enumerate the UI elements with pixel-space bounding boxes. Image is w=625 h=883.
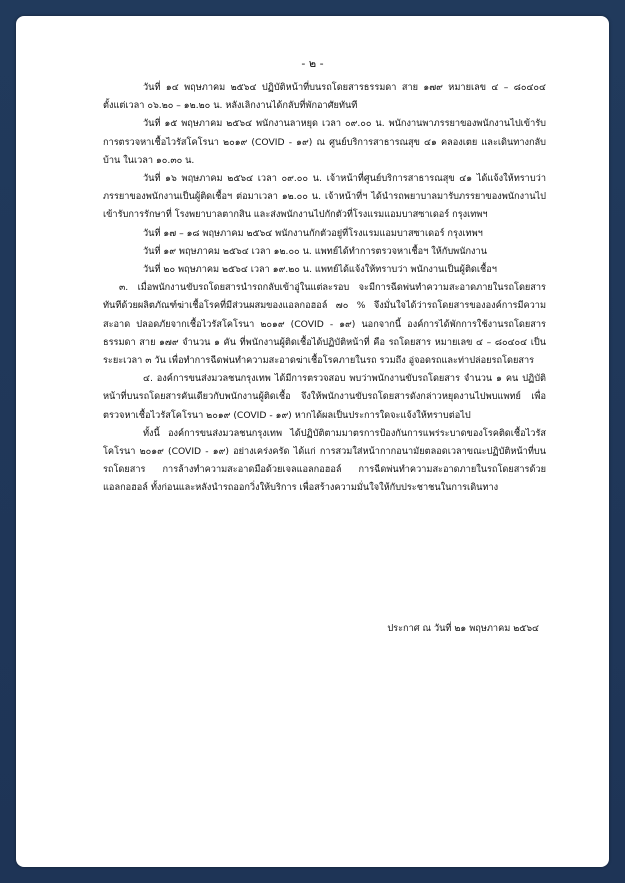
- paragraph-may-14: วันที่ ๑๔ พฤษภาคม ๒๕๖๔ ปฏิบัติหน้าที่บนรถโดยสารธรรมดา สาย ๑๗๙ หมายเลข ๔ – ๘๐๔๐๔ ตั้งแต่เวลา ๐๖.๒๐ – ๑๒.๒๐ น. หลังเลิกงานได้กลับที่พักอาศัยทันที: [103, 82, 546, 112]
- paragraph-may-19: วันที่ ๑๙ พฤษภาคม ๒๕๖๔ เวลา ๑๒.๐๐ น. แพทย์ได้ทำการตรวจหาเชื้อฯ ให้กับพนักงาน: [143, 245, 487, 257]
- paragraph-may-16: วันที่ ๑๖ พฤษภาคม ๒๕๖๔ เวลา ๐๙.๐๐ น. เจ้าหน้าที่ศูนย์บริการสาธารณสุข ๔๑ ได้แจ้งให้ทราบว่า ภรรยาของพนักงานเป็นผู้ติดเชื้อฯ ต่อมาเวลา ๑๒.๐๐ น. เจ้าหน้าที่ฯ ได้นำรถพยาบาลมารับภรรยาของพนักงานไปเข้ารับการรักษาที่ โรงพยาบาลตากสิน และส่งพนักงานไปกักตัวที่โรงแรมแอมบาสซาเดอร์ กรุงเทพฯ: [103, 173, 546, 221]
- paragraph-may-20: วันที่ ๒๐ พฤษภาคม ๒๕๖๔ เวลา ๑๙.๒๐ น. แพทย์ได้แจ้งให้ทราบว่า พนักงานเป็นผู้ติดเชื้อฯ: [143, 264, 497, 276]
- paragraph-may-15: วันที่ ๑๕ พฤษภาคม ๒๕๖๔ พนักงานลาหยุด เวลา ๐๙.๐๐ น. พนักงานพาภรรยาของพนักงานไปเข้ารับการตรวจหาเชื้อไวรัสโคโรนา ๒๐๑๙ (COVID - ๑๙) ณ ศูนย์บริการสาธารณสุข ๔๑ คลองเตย และเดินทางกลับบ้าน ในเวลา ๑๐.๓๐ น.: [103, 118, 546, 166]
- paragraph-may-17-18: วันที่ ๑๗ – ๑๘ พฤษภาคม ๒๕๖๔ พนักงานกักตัวอยู่ที่โรงแรมแอมบาสซาเดอร์ กรุงเทพฯ: [143, 227, 483, 239]
- paragraph-item-3: ๓. เมื่อพนักงานขับรถโดยสารนำรถกลับเข้าอู่ในแต่ละรอบ จะมีการฉีดพ่นทำความสะอาดภายในรถโดยสารทันทีด้วยผลิตภัณฑ์ฆ่าเชื้อโรคที่มีส่วนผสมของแอลกอฮอล์ ๗๐ % จึงมั่นใจได้ว่ารถโดยสารขององค์การมีความสะอาด ปลอดภัยจากเชื้อไวรัสโคโรนา ๒๐๑๙ (COVID - ๑๙) นอกจากนี้ องค์การได้พักการใช้งานรถโดยสารธรรมดา สาย ๑๗๙ จำนวน ๑ คัน ที่พนักงานผู้ติดเชื้อได้ปฏิบัติหน้าที่ คือ รถโดยสาร หมายเลข ๔ – ๘๐๔๐๔ เป็นระยะเวลา ๓ วัน เพื่อทำการฉีดพ่นทำความสะอาดฆ่าเชื้อโรคภายในรถ รวมถึง อู่จอดรถและท่าปล่อยรถโดยสาร: [103, 282, 546, 367]
- document-page: [16, 16, 609, 867]
- paragraph-item-4: ๔. องค์การขนส่งมวลชนกรุงเทพ ได้มีการตรวจสอบ พบว่าพนักงานขับรถโดยสาร จำนวน ๑ คน ปฏิบัติหน้าที่บนรถโดยสารคันเดียวกับพนักงานผู้ติดเชื้อ จึงให้พนักงานขับรถโดยสารดังกล่าวหยุดงานไปพบแพทย์ เพื่อตรวจหาเชื้อไวรัสโคโรนา ๒๐๑๙ (COVID - ๑๙) หากได้ผลเป็นประการใดจะแจ้งให้ทราบต่อไป: [103, 373, 546, 421]
- announcement-date: ประกาศ ณ วันที่ ๒๑ พฤษภาคม ๒๕๖๔: [387, 623, 539, 634]
- paragraph-measures: ทั้งนี้ องค์การขนส่งมวลชนกรุงเทพ ได้ปฏิบัติตามมาตรการป้องกันการแพร่ระบาดของโรคติดเชื้อไวรัสโคโรนา ๒๐๑๙ (COVID - ๑๙) อย่างเคร่งครัด ได้แก่ การสวมใส่หน้ากากอนามัยตลอดเวลาขณะปฏิบัติหน้าที่บนรถโดยสาร การล้างทำความสะอาดมือด้วยเจลแอลกอฮอล์ การฉีดพ่นทำความสะอาดภายในรถโดยสารด้วยแอลกอฮอล์ ทั้งก่อนและหลังนำรถออกวิ่งให้บริการ เพื่อสร้างความมั่นใจให้กับประชาชนในการเดินทาง: [103, 427, 546, 494]
- document-body: [103, 79, 546, 498]
- page-number: - ๒ -: [301, 57, 324, 70]
